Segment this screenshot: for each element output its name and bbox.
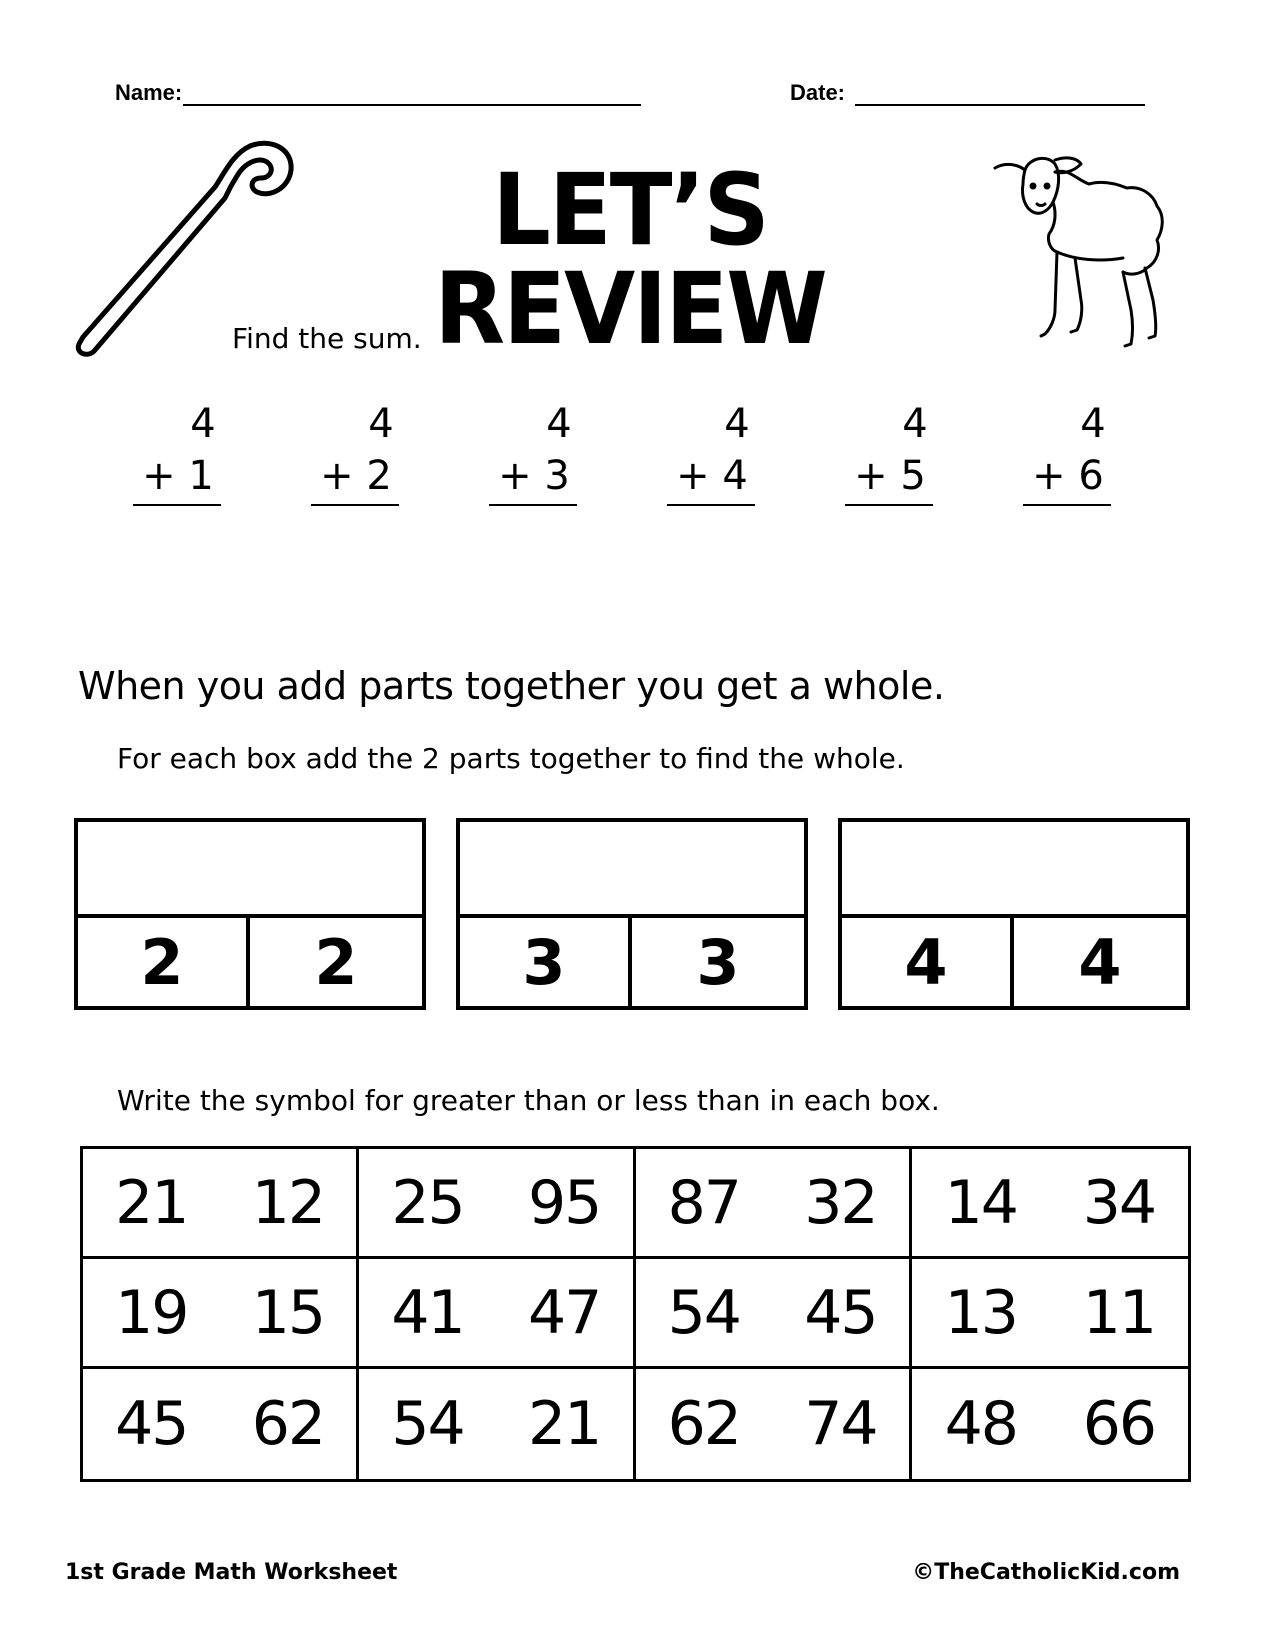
left-number: 25 [391,1167,464,1238]
compare-cell[interactable] [636,1259,912,1369]
find-sum-instruction: Find the sum. [232,322,422,355]
answer-line[interactable] [133,504,221,506]
whole-answer-box[interactable] [78,822,422,918]
left-number: 19 [115,1277,188,1348]
left-number: 62 [667,1389,740,1459]
part-right: 2 [314,925,358,999]
addend-top: 4 [724,401,750,447]
right-number: 21 [528,1389,601,1459]
compare-cell[interactable] [83,1149,359,1259]
addend-bottom: + 5 [854,453,926,499]
compare-instruction: Write the symbol for greater than or less than in each box. [117,1084,940,1117]
part-left: 4 [842,918,1014,1006]
compare-cell[interactable] [912,1369,1188,1479]
compare-cell[interactable] [636,1369,912,1479]
left-number: 21 [115,1167,188,1238]
answer-line[interactable] [667,504,755,506]
addend-bottom: + 3 [498,453,570,499]
left-number: 45 [115,1389,188,1459]
comparison-grid [80,1146,1191,1482]
compare-cell[interactable] [83,1259,359,1369]
name-field[interactable] [183,104,641,106]
right-number: 34 [1082,1167,1156,1238]
right-number: 95 [528,1167,601,1238]
answer-line[interactable] [1023,504,1111,506]
addend-bottom: + 2 [320,453,392,499]
footer-worksheet-label: 1st Grade Math Worksheet [65,1560,398,1585]
right-number: 45 [804,1277,877,1348]
right-number: 47 [528,1277,601,1348]
compare-cell[interactable] [83,1369,359,1479]
compare-cell[interactable] [636,1149,912,1259]
compare-cell[interactable] [359,1369,635,1479]
compare-cell[interactable] [359,1259,635,1369]
left-number: 14 [944,1167,1017,1238]
left-number: 13 [944,1277,1017,1348]
left-number: 54 [391,1389,464,1459]
whole-answer-box[interactable] [460,822,804,918]
answer-line[interactable] [489,504,577,506]
page-title: LET’S REVIEW [434,152,826,367]
answer-line[interactable] [311,504,399,506]
part-right: 4 [1078,925,1122,999]
addend-bottom: + 6 [1032,453,1104,499]
addend-top: 4 [902,401,928,447]
part-whole-box-2 [456,818,808,1010]
name-label: Name: [115,80,183,105]
lamb-icon [985,150,1185,360]
addend-top: 4 [546,401,572,447]
right-number: 11 [1082,1277,1156,1348]
date-label: Date: [790,80,846,105]
addend-top: 4 [190,401,216,447]
date-field[interactable] [855,104,1145,106]
left-number: 54 [667,1277,740,1348]
addend-top: 4 [1080,401,1106,447]
addend-bottom: + 4 [676,453,748,499]
part-right: 3 [696,925,740,999]
part-left: 2 [78,918,250,1006]
left-number: 87 [667,1167,740,1238]
left-number: 48 [944,1389,1017,1459]
right-number: 12 [251,1167,325,1238]
footer-site-credit: ©TheCatholicKid.com [912,1560,1180,1585]
part-whole-instruction: For each box add the 2 parts together to find the whole. [117,742,905,775]
compare-cell[interactable] [912,1259,1188,1369]
part-whole-box-3 [838,818,1190,1010]
part-whole-box-1 [74,818,426,1010]
right-number: 66 [1082,1389,1156,1459]
compare-cell[interactable] [912,1149,1188,1259]
addend-bottom: + 1 [142,453,214,499]
right-number: 62 [251,1389,325,1459]
answer-line[interactable] [845,504,933,506]
right-number: 74 [804,1389,877,1459]
right-number: 15 [251,1277,325,1348]
whole-answer-box[interactable] [842,822,1186,918]
compare-cell[interactable] [359,1149,635,1259]
part-left: 3 [460,918,632,1006]
right-number: 32 [804,1167,877,1238]
part-whole-heading: When you add parts together you get a whole. [78,664,945,708]
addend-top: 4 [368,401,394,447]
left-number: 41 [391,1277,464,1348]
